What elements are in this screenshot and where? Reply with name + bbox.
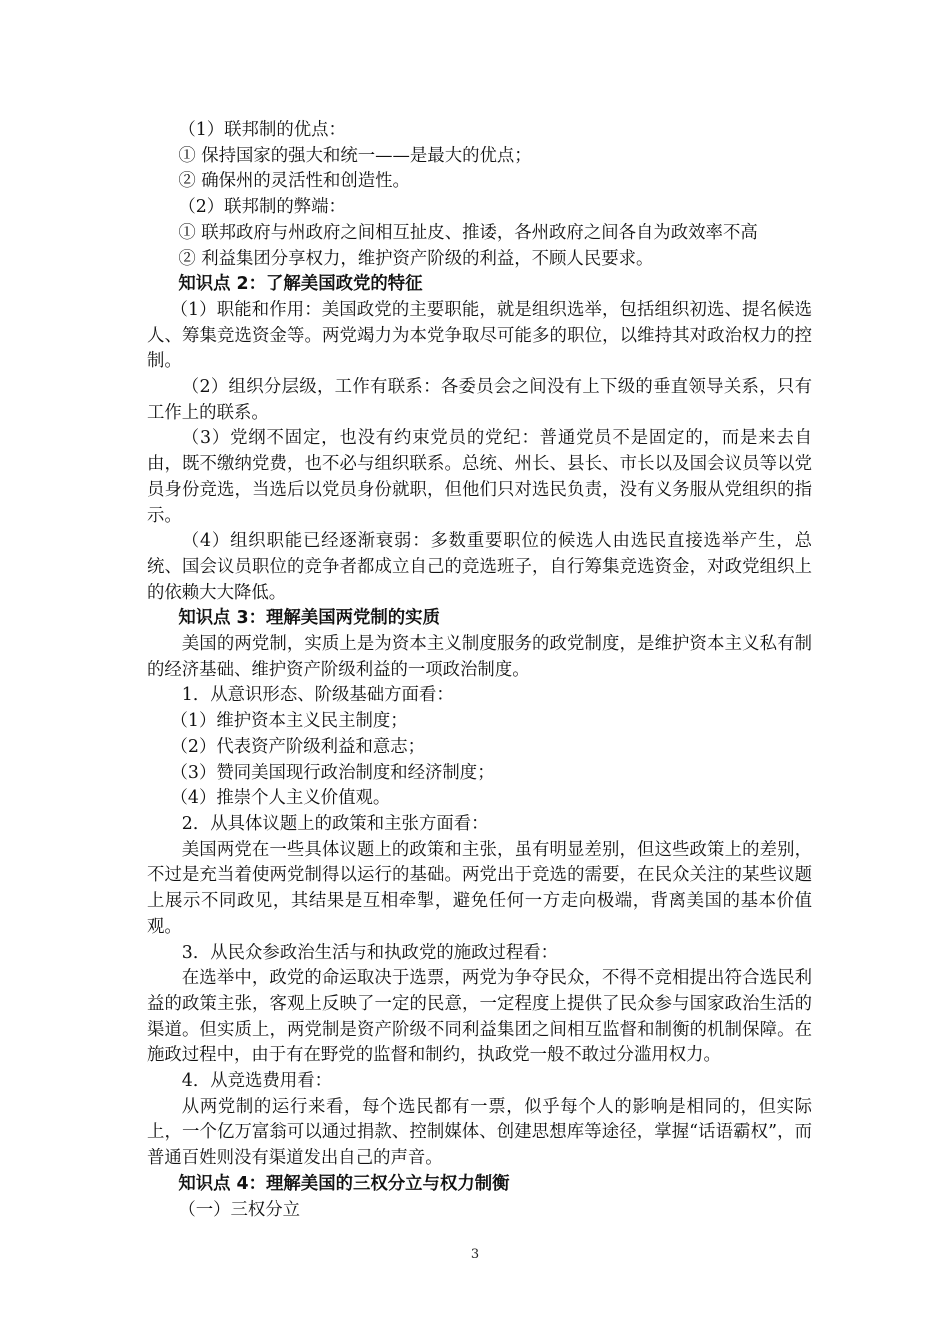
kp3-section-4-title: 4．从竞选费用看： (181, 1071, 332, 1092)
kp3-section-2-title: 2．从具体议题上的政策和主张方面看： (181, 813, 489, 834)
kp3-section-1-title: 1．从意识形态、阶级基础方面看： (181, 685, 454, 706)
kp3-intro: 美国的两党制，实质上是为资本主义制度服务的政党制度，是维护资本主义私有制的经济基础、维护资产阶级利益的一项政治制度。 (147, 634, 812, 680)
kp4-subsection-1: （一）三权分立 (178, 1199, 301, 1220)
kp3-section-1-item: （4）推崇个人主义价值观。 (170, 788, 391, 809)
page-number: 3 (470, 1247, 480, 1262)
kp3-section-3-text: 在选举中，政党的命运取决于选票，两党为争夺民众，不得不竞相提出符合选民利益的政策主张，客观上反映了一定的民意，一定程度上提供了民众参与国家政治生活的渠道。但实质上，两党制是资产阶级不同利益集团之间相互监督和制衡的机制保障。在施政过程中，由于有在野党的监督和制约，执政党一般不敢过分滥用权力。 (147, 968, 812, 1066)
kp3-heading: 知识点 3：理解美国两党制的实质 (178, 608, 440, 629)
federal-disadvantage-1: ① 联邦政府与州政府之间相互扯皮、推诿，各州政府之间各自为政效率不高 (178, 222, 758, 243)
kp2-paragraph-3: （3）党纲不固定，也没有约束党员的党纪：普通党员不是固定的，而是来去自由，既不缴纳党费，也不必与组织联系。总统、州长、县长、市长以及国会议员等以党员身份竞选，当选后以党员身份就职，但他们只对选民负责，没有义务服从党组织的指示。 (147, 428, 812, 526)
kp3-section-1-item: （3）赞同美国现行政治制度和经济制度； (170, 762, 495, 783)
federal-advantages-title: （1）联邦制的优点： (178, 120, 346, 140)
kp3-section-1-item: （1）维护资本主义民主制度； (170, 711, 408, 732)
federal-advantage-2: ② 确保州的灵活性和创造性。 (178, 171, 410, 192)
kp4-heading: 知识点 4：理解美国的三权分立与权力制衡 (178, 1173, 510, 1194)
kp2-paragraph-4: （4）组织职能已经逐渐衰弱：多数重要职位的候选人由选民直接选举产生，总统、国会议员职位的竞争者都成立自己的竞选班子，自行筹集竞选资金，对政党组织上的依赖大大降低。 (147, 531, 812, 603)
kp2-paragraph-2: （2）组织分层级，工作有联系：各委员会之间没有上下级的垂直领导关系，只有工作上的联系。 (147, 377, 812, 423)
kp2-paragraph-1: （1）职能和作用：美国政党的主要职能，就是组织选举，包括组织初选、提名候选人、筹集竞选资金等。两党竭力为本党争取尽可能多的职位，以维持其对政治权力的控制。 (147, 299, 812, 372)
kp3-section-4-text: 从两党制的运行来看，每个选民都有一票，似乎每个人的影响是相同的，但实际上，一个亿万富翁可以通过捐款、控制媒体、创建思想库等途径，掌握“话语霸权”，而普通百姓则没有渠道发出自己的声音。 (147, 1096, 812, 1169)
document-body (147, 118, 812, 1223)
kp2-heading: 知识点 2：了解美国政党的特征 (178, 274, 423, 295)
kp3-section-2-text: 美国两党在一些具体议题上的政策和主张，虽有明显差别，但这些政策上的差别，不过是充当着使两党制得以运行的基础。两党出于竞选的需要，在民众关注的某些议题上展示不同政见，其结果是互相牵掣，避免任何一方走向极端，背离美国的基本价值观。 (147, 839, 812, 937)
federal-disadvantages-title: （2）联邦制的弊端： (178, 197, 346, 218)
kp3-section-3-title: 3．从民众参政治生活与和执政党的施政过程看： (181, 942, 559, 963)
federal-advantage-1: ① 保持国家的强大和统一——是最大的优点； (178, 145, 532, 166)
federal-disadvantage-2: ② 利益集团分享权力，维护资产阶级的利益，不顾人民要求。 (178, 248, 654, 269)
kp3-section-1-item: （2）代表资产阶级利益和意志； (170, 736, 426, 757)
